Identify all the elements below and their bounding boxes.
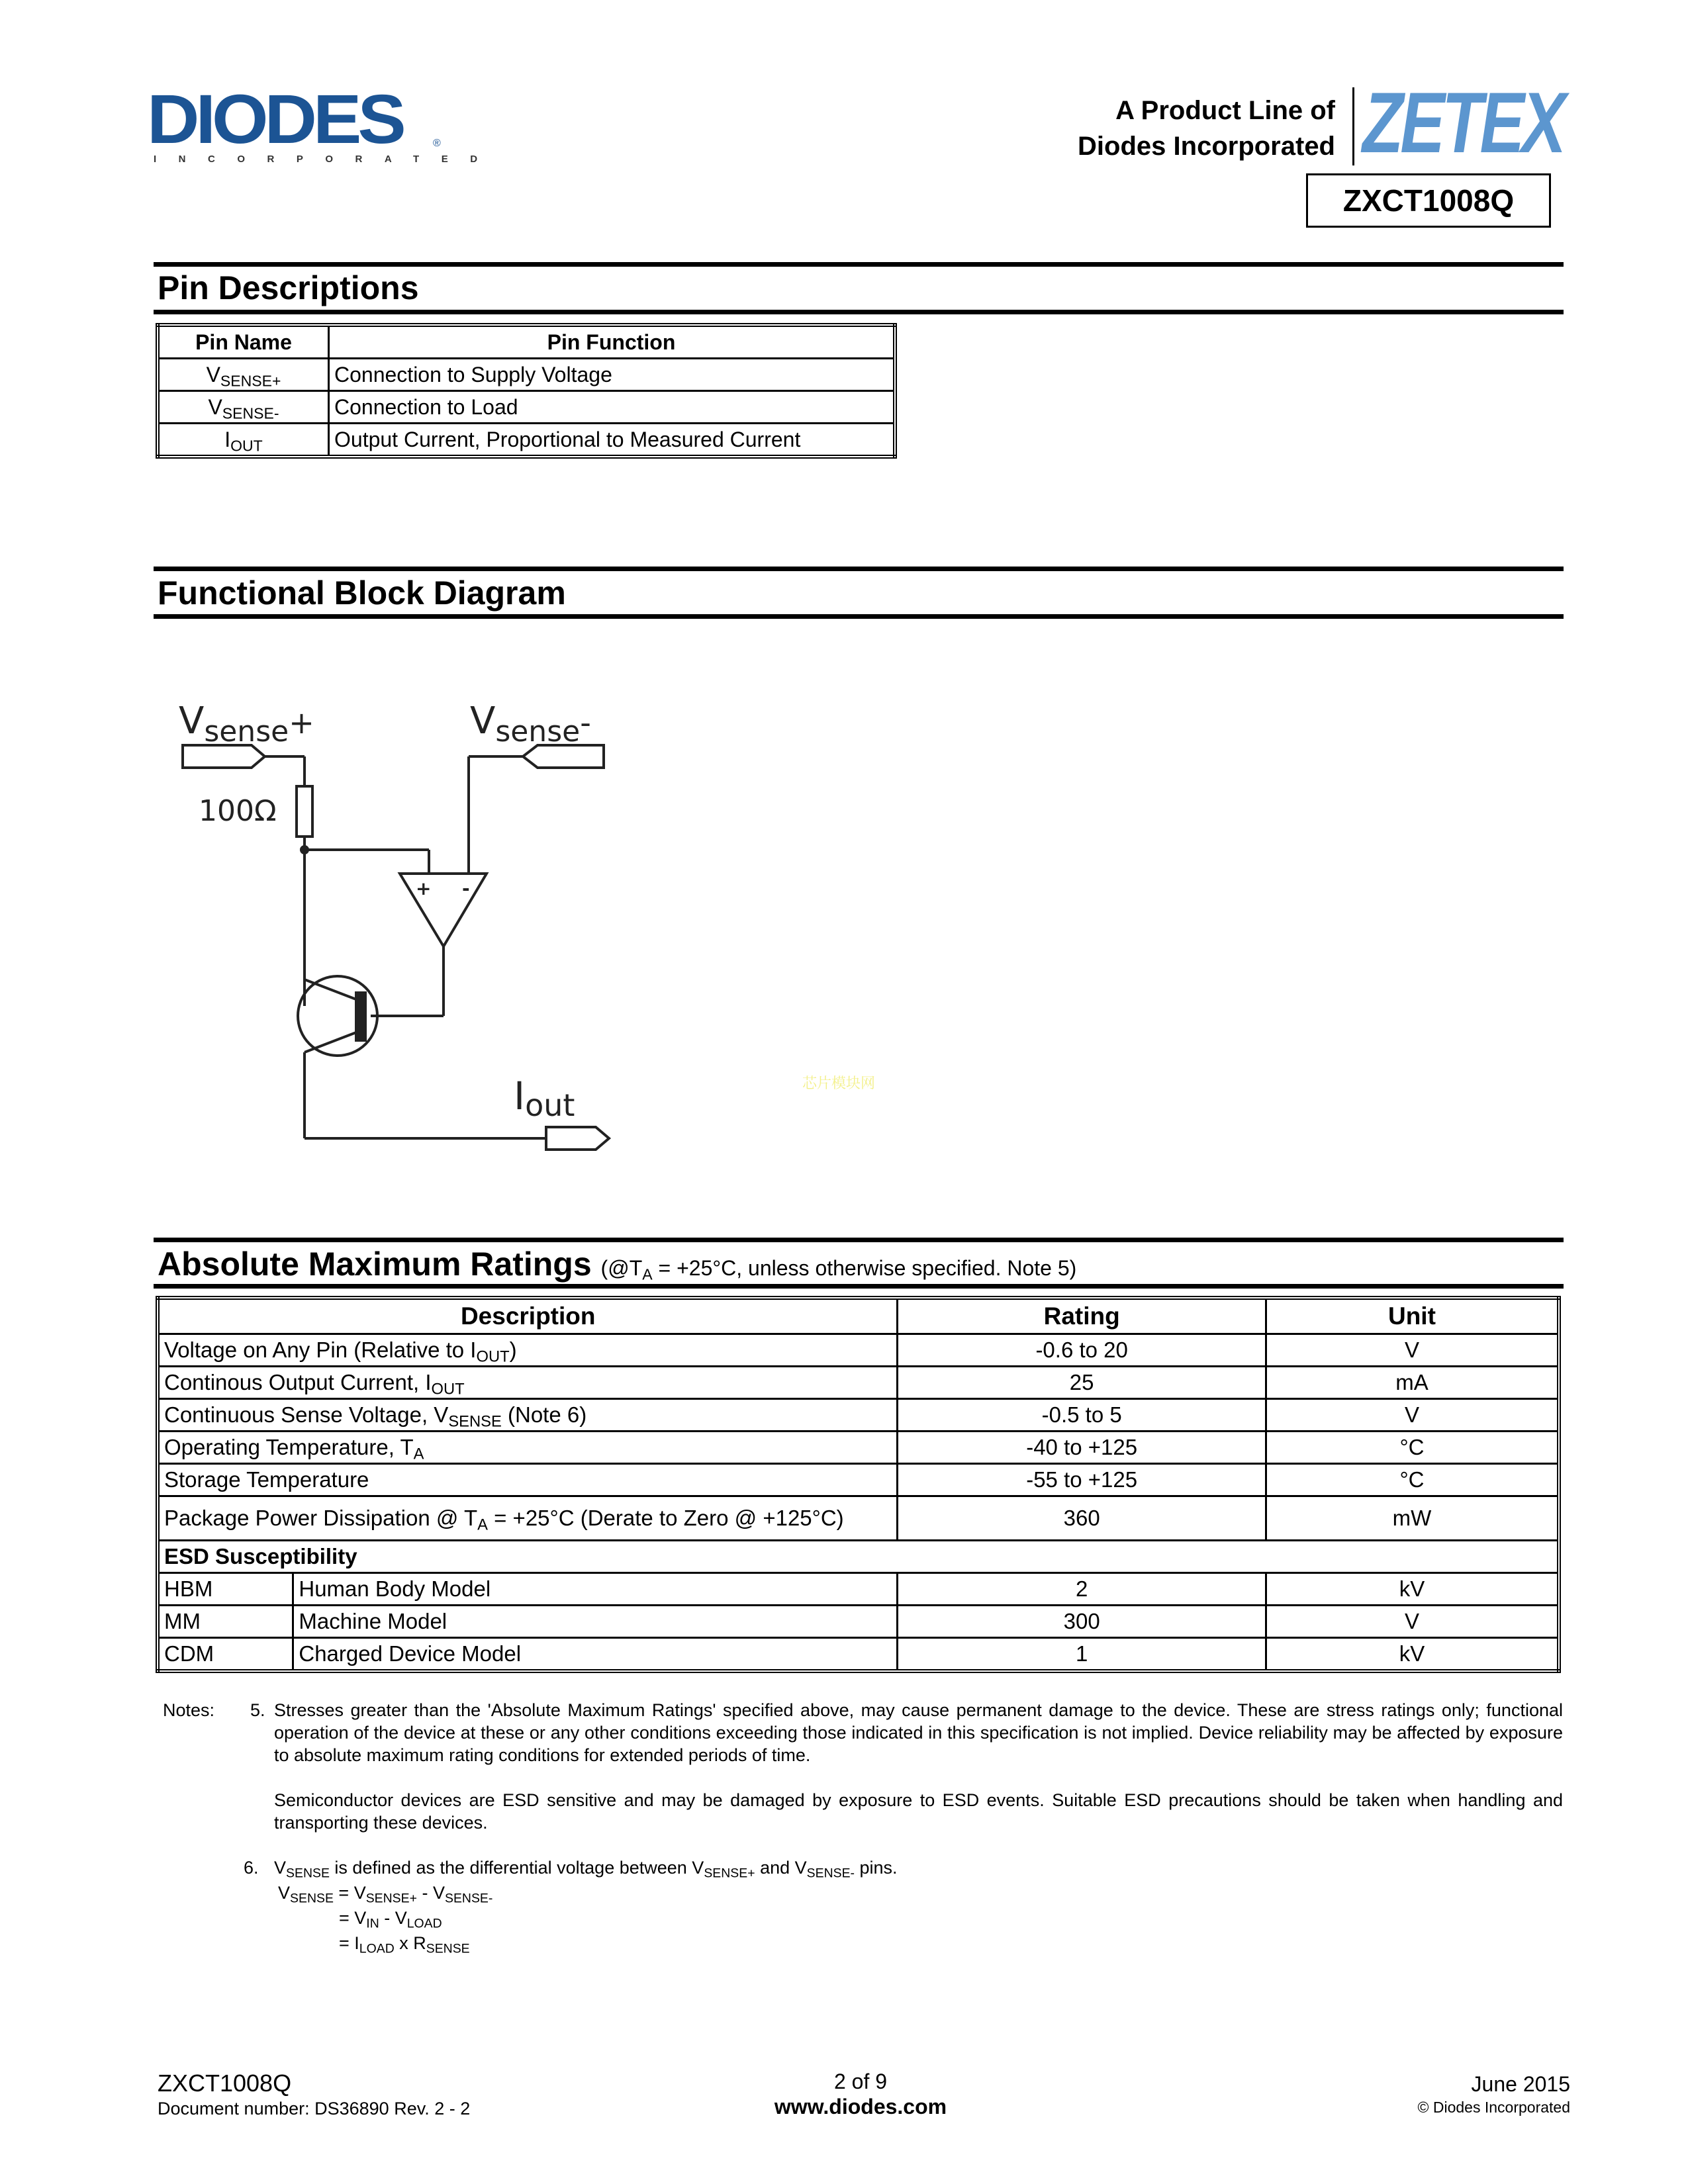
- pin-descriptions-title: Pin Descriptions: [158, 269, 419, 306]
- abs-max-title: Absolute Maximum Ratings ($@T_A = +25^\circ C$, unless otherwise specified. Note 5): [158, 1246, 1077, 1283]
- section-rule-top: [154, 262, 1564, 267]
- rating-value: -0.5 to 5: [898, 1399, 1266, 1432]
- product-line-1: A Product Line of: [1115, 96, 1335, 125]
- table-row: [158, 1334, 1559, 1367]
- iout-label: Iout: [514, 1073, 575, 1123]
- esd-description: Human Body Model: [293, 1573, 898, 1606]
- registered-icon: ®: [433, 138, 441, 149]
- rating-value: 2: [898, 1573, 1266, 1606]
- section-rule-bottom: [154, 614, 1564, 619]
- rating-unit: V: [1266, 1399, 1559, 1432]
- column-header: Pin Name: [158, 325, 329, 359]
- section-rule-bottom: [154, 310, 1564, 314]
- abs-max-table: [156, 1296, 1561, 1673]
- note-5-esd-text: Semiconductor devices are ESD sensitive and may be damaged by exposure to ESD events. Suitable ESD precautions should be taken when handling and transporting these devices.: [274, 1790, 1563, 1833]
- rating-unit: mA: [1266, 1367, 1559, 1399]
- note-6: [163, 1856, 1563, 1879]
- notes: [163, 1699, 1563, 1954]
- page-number: 2 of 9: [833, 2070, 888, 2093]
- rating-unit: V: [1266, 1606, 1559, 1638]
- rating-unit: °C: [1266, 1432, 1559, 1464]
- opamp-minus-label: -: [462, 878, 470, 899]
- transistor-base: [356, 993, 365, 1040]
- block-diagram-title: Functional Block Diagram: [158, 574, 566, 612]
- table-row: [158, 391, 895, 424]
- table-row: [158, 359, 895, 391]
- esd-code: HBM: [158, 1573, 293, 1606]
- rating-description: Continuous Sense Voltage, $V_{SENSE}$ (Note 6): [158, 1399, 898, 1432]
- table-row: [158, 424, 895, 457]
- note-number: 6.: [244, 1858, 259, 1878]
- opamp: [400, 874, 487, 946]
- equation-line-2: = $V_{IN} - V_{LOAD}$: [339, 1908, 442, 1931]
- product-line-2: Diodes Incorporated: [1078, 132, 1335, 161]
- vsense-minus-terminal: [523, 745, 604, 768]
- esd-description: Machine Model: [293, 1606, 898, 1638]
- table-row: [158, 1573, 1559, 1606]
- note-5-esd: [163, 1789, 1563, 1834]
- pin-function: Connection to Supply Voltage: [329, 359, 896, 391]
- vsense-plus-label: $V_{sense}^+$: [179, 700, 314, 749]
- esd-header-row: [158, 1541, 1559, 1573]
- note-number: 5.: [250, 1700, 265, 1720]
- esd-code: CDM: [158, 1638, 293, 1672]
- product-line-text: [1078, 93, 1335, 164]
- column-header: Description: [158, 1298, 898, 1334]
- footer-center: [728, 2069, 993, 2119]
- table-header-row: [158, 1298, 1559, 1334]
- diodes-logo: [147, 80, 500, 165]
- wire: [305, 1032, 356, 1052]
- rating-description: Continous Output Current, $I_{OUT}$: [158, 1367, 898, 1399]
- note-6-text: $V_{SENSE}$ is defined as the differential voltage between $V_{SENSE+}$ and $V_{SENSE-}$ pins.: [274, 1858, 898, 1881]
- table-row: [158, 1432, 1559, 1464]
- rating-description: Package Power Dissipation @ $T_A = +25^\circ C$ (Derate to Zero @ +125°C): [158, 1496, 898, 1541]
- rating-unit: kV: [1266, 1638, 1559, 1672]
- footer-left: [158, 2070, 470, 2120]
- pin-function: Output Current, Proportional to Measured Current: [329, 424, 896, 457]
- resistor: [297, 786, 312, 837]
- note-5: [163, 1699, 1563, 1766]
- part-number-box: ZXCT1008Q: [1306, 173, 1551, 228]
- pin-name: $V_{SENSE+}$: [158, 359, 329, 391]
- pin-name: $V_{SENSE-}$: [158, 391, 329, 424]
- table-row: [158, 1638, 1559, 1672]
- table-row: [158, 1496, 1559, 1541]
- abs-max-conditions: ($@T_A = +25^\circ C$, unless otherwise specified. Note 5): [600, 1256, 1077, 1283]
- rating-value: -55 to +125: [898, 1464, 1266, 1496]
- header-divider: [1352, 87, 1354, 165]
- footer-part-number: ZXCT1008Q: [158, 2070, 292, 2097]
- section-rule-top: [154, 567, 1564, 571]
- rating-value: -40 to +125: [898, 1432, 1266, 1464]
- notes-label: Notes:: [163, 1700, 215, 1720]
- rating-value: 300: [898, 1606, 1266, 1638]
- opamp-plus-label: +: [416, 878, 432, 899]
- rating-value: 25: [898, 1367, 1266, 1399]
- vsense-minus-label: $V_{sense}^-$: [470, 700, 591, 749]
- footer-right: [1418, 2071, 1570, 2118]
- note-5-text: Stresses greater than the 'Absolute Maximum Ratings' specified above, may cause permanent damage to the device. These are stress ratings only; functional operation of the device at these or any other conditions exceeding those indicated in this specification is not implied. Device reliability may be affected by exposure to absolute maximum rating conditions for extended periods of time.: [274, 1700, 1563, 1765]
- section-rule-bottom: [154, 1284, 1564, 1289]
- esd-description: Charged Device Model: [293, 1638, 898, 1672]
- table-header-row: [158, 325, 895, 359]
- rating-value: 360: [898, 1496, 1266, 1541]
- footer-copyright: © Diodes Incorporated: [1417, 2099, 1570, 2116]
- wire: [305, 979, 356, 999]
- section-rule-top: [154, 1238, 1564, 1242]
- column-header: Unit: [1266, 1298, 1559, 1334]
- esd-title: ESD Susceptibility: [158, 1541, 1559, 1573]
- table-row: [158, 1464, 1559, 1496]
- column-header: Pin Function: [329, 325, 896, 359]
- equation-line-1: $V_{SENSE} = V_{SENSE+} - V_{SENSE-}$: [278, 1883, 493, 1906]
- diodes-logo-wordmark: DIODES: [147, 80, 402, 158]
- website-link[interactable]: www.diodes.com: [774, 2095, 947, 2118]
- block-diagram: [172, 688, 622, 1165]
- footer-document-number: Document number: DS36890 Rev. 2 - 2: [158, 2099, 471, 2118]
- rating-value: -0.6 to 20: [898, 1334, 1266, 1367]
- resistor-label: 100Ω: [199, 794, 277, 828]
- rating-unit: kV: [1266, 1573, 1559, 1606]
- rating-unit: mW: [1266, 1496, 1559, 1541]
- footer-date: June 2015: [1471, 2072, 1570, 2096]
- table-row: [158, 1399, 1559, 1432]
- vsense-plus-terminal: [183, 745, 265, 768]
- rating-description: Storage Temperature: [158, 1464, 898, 1496]
- rating-unit: °C: [1266, 1464, 1559, 1496]
- rating-value: 1: [898, 1638, 1266, 1672]
- iout-terminal: [546, 1127, 609, 1150]
- zetex-logo: ZETEX: [1362, 74, 1564, 171]
- diodes-logo-subtitle: INCORPORATED: [154, 154, 500, 165]
- column-header: Rating: [898, 1298, 1266, 1334]
- watermark: 芯片模块网: [802, 1075, 876, 1091]
- rating-unit: V: [1266, 1334, 1559, 1367]
- table-row: [158, 1606, 1559, 1638]
- pin-function: Connection to Load: [329, 391, 896, 424]
- rating-description: Operating Temperature, $T_A$: [158, 1432, 898, 1464]
- rating-description: Voltage on Any Pin (Relative to $I_{OUT}$): [158, 1334, 898, 1367]
- esd-code: MM: [158, 1606, 293, 1638]
- pin-descriptions-table: [156, 323, 897, 459]
- pin-name: $I_{OUT}$: [158, 424, 329, 457]
- equation-line-3: = $I_{LOAD}$ x $R_{SENSE}$: [339, 1933, 470, 1956]
- table-row: [158, 1367, 1559, 1399]
